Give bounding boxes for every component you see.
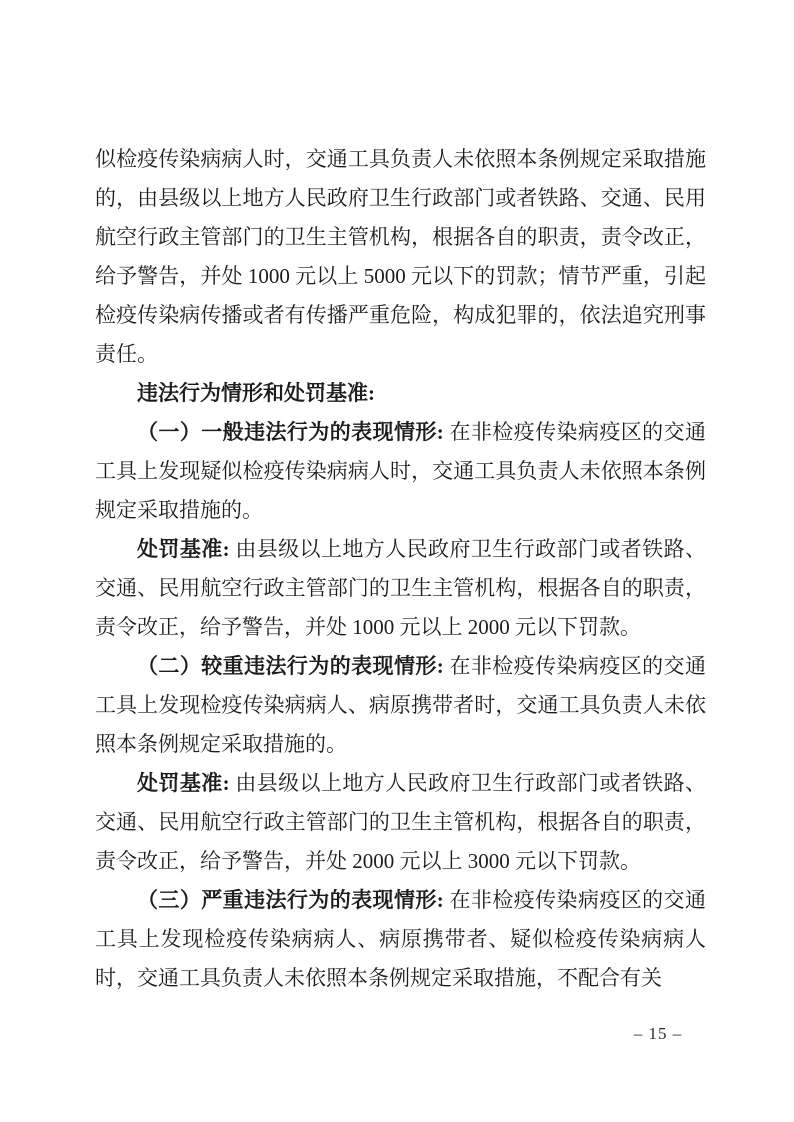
page-number: – 15 – [633, 1024, 683, 1043]
section-moderate-violation [95, 647, 706, 764]
penalty-standards-heading: 违法行为情形和处罚基准: [137, 381, 375, 405]
document-text [95, 140, 706, 998]
penalty-basis-moderate-body: 由县级以上地方人民政府卫生行政部门或者铁路、交通、民用航空行政主管部门的卫生主管机构，根据各自的职责，责令改正，给予警告，并处 2000 元以上 3000 元以下罚款。 [95, 771, 707, 873]
penalty-basis-general-body: 由县级以上地方人民政府卫生行政部门或者铁路、交通、民用航空行政主管部门的卫生主管机构，根据各自的职责，责令改正，给予警告，并处 1000 元以上 2000 元以下罚款。 [95, 537, 707, 639]
penalty-basis-moderate [95, 764, 706, 881]
section-general-violation-body: 在非检疫传染病疫区的交通工具上发现疑似检疫传染病病人时，交通工具负责人未依照本条例规定采取措施的。 [95, 420, 706, 522]
section-general-violation [95, 413, 706, 530]
paragraph-continuation: 似检疫传染病病人时，交通工具负责人未依照本条例规定采取措施的，由县级以上地方人民政府卫生行政部门或者铁路、交通、民用航空行政主管部门的卫生主管机构，根据各自的职责，责令改正，给予警告，并处 1000 元以上 5000 元以下的罚款；情节严重，引起检疫传染病传播或者有传播严重危险，构成犯罪的，依法追究刑事责任。 [95, 147, 706, 366]
penalty-basis-general [95, 530, 706, 647]
section-severe-violation-body: 在非检疫传染病疫区的交通工具上发现检疫传染病病人、病原携带者、疑似检疫传染病病人时，交通工具负责人未依照本条例规定采取措施，不配合有关 [95, 888, 706, 990]
section-moderate-violation-body: 在非检疫传染病疫区的交通工具上发现检疫传染病病人、病原携带者时，交通工具负责人未依照本条例规定采取措施的。 [95, 654, 706, 756]
section-general-violation-lead: （一）一般违法行为的表现情形: [137, 420, 444, 444]
penalty-basis-general-lead: 处罚基准: [137, 537, 230, 561]
penalty-basis-moderate-lead: 处罚基准: [137, 771, 230, 795]
section-severe-violation-lead: （三）严重违法行为的表现情形: [137, 888, 444, 912]
section-severe-violation [95, 881, 706, 998]
section-moderate-violation-lead: （二）较重违法行为的表现情形: [137, 654, 444, 678]
